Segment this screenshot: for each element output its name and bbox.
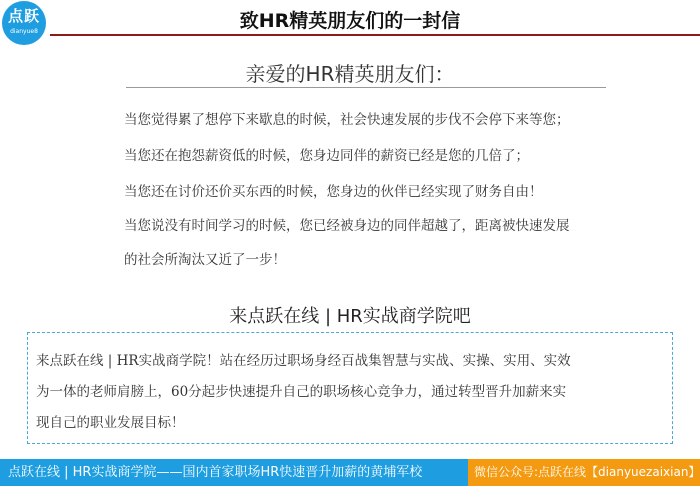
greeting-heading: 亲爱的HR精英朋友们： <box>245 62 455 86</box>
footer-wechat: 微信公众号:点跃在线【dianyuezaixian】 <box>468 459 700 486</box>
letter-paragraph-5: 的社会所淘汰又近了一步！ <box>124 252 286 268</box>
intro-line-2: 为一体的老师肩膀上，60分起步快速提升自己的职场核心竞争力，通过转型晋升加薪来实 <box>36 384 567 400</box>
logo-subtext: dianyue8 <box>10 28 38 35</box>
footer-slogan: 点跃在线 | HR实战商学院——国内首家职场HR快速晋升加薪的黄埔军校 <box>0 459 468 486</box>
intro-text <box>36 346 666 439</box>
intro-line-1: 来点跃在线 | HR实战商学院！站在经历过职场身经百战集智慧与实战、实操、实用、实效 <box>36 353 571 369</box>
letter-paragraph-4: 当您说没有时间学习的时候，您已经被身边的同伴超越了，距离被快速发展 <box>124 218 570 234</box>
section-title: 来点跃在线 | HR实战商学院吧 <box>229 306 471 327</box>
letter-paragraph-3: 当您还在讨价还价买东西的时候，您身边的伙伴已经实现了财务自由！ <box>124 184 543 200</box>
page-title: 致HR精英朋友们的一封信 <box>239 10 461 32</box>
letter-paragraph-1: 当您觉得累了想停下来歇息的时候，社会快速发展的步伐不会停下来等您； <box>124 112 570 128</box>
letter-paragraph-2: 当您还在抱怨薪资低的时候，您身边同伴的薪资已经是您的几倍了； <box>124 148 529 164</box>
intro-line-3: 现自己的职业发展目标！ <box>36 415 185 431</box>
logo-text: 点跃 <box>7 7 40 25</box>
header-divider <box>50 34 700 36</box>
greeting-divider <box>126 87 606 88</box>
